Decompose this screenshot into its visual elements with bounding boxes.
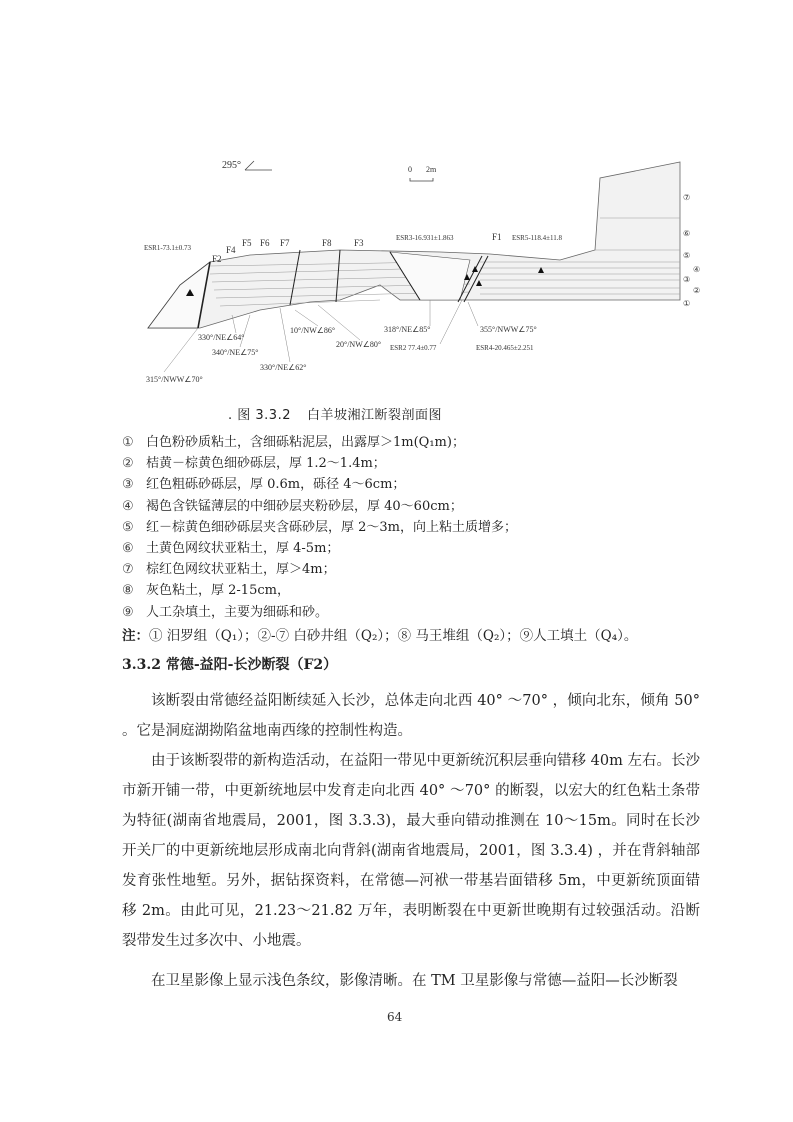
note-label: 注： (122, 628, 149, 644)
fault-label-f4: F4 (226, 245, 236, 255)
layer-marker-1: ① (683, 299, 691, 308)
legend-item (122, 580, 517, 601)
sample-label-esr1: ESR1-73.1±0.73 (144, 244, 192, 252)
legend-marker: ⑦ (122, 562, 134, 578)
layer-marker-2: ② (693, 286, 701, 295)
layer-marker-5: ⑤ (683, 251, 691, 260)
sample-label-esr3: ESR3-16.931±1.863 (396, 234, 454, 242)
page-number: 64 (387, 1010, 403, 1024)
legend-item (122, 538, 517, 559)
figure-title: 白羊坡湘江断裂剖面图 (306, 408, 442, 423)
fault-label-f8: F8 (322, 238, 332, 248)
scale-bar (410, 178, 433, 181)
layer-marker-7: ⑦ (683, 193, 691, 202)
paragraph-3: 在卫星影像上显示浅色条纹，影像清晰。在 TM 卫星影像与常德—益阳—长沙断裂 (151, 973, 678, 989)
fault-label-f5: F5 (242, 238, 252, 248)
layer-marker-4: ④ (693, 265, 701, 274)
legend-text: 红色粗砾砂砾层，厚 0.6m，砾径 4～6cm； (146, 477, 406, 493)
scale-end: 2m (426, 165, 437, 174)
legend-text: 桔黄－棕黄色细砂砾层，厚 1.2～1.4m； (146, 456, 386, 472)
layer-marker-6: ⑥ (683, 229, 691, 238)
attitude-label-5: 330°/NE∠62° (260, 363, 307, 372)
legend-item (122, 453, 517, 474)
legend-item (122, 517, 517, 538)
sample-label-esr4: ESR4-20.465±2.251 (476, 344, 534, 352)
strike-tick (245, 161, 254, 170)
legend-text: 棕红色网纹状亚粘土，厚＞4m； (146, 562, 336, 578)
legend-item (122, 602, 517, 623)
section-heading: 3.3.2 常德-益阳-长沙断裂（F2） (122, 657, 338, 673)
attitude-label-1: 330°/NE∠64° (198, 333, 245, 342)
legend-marker: ② (122, 456, 134, 472)
legend-marker: ④ (122, 498, 134, 514)
sample-label-esr2: ESR2 77.4±0.77 (390, 344, 437, 352)
legend-marker: ⑤ (122, 519, 134, 535)
scale-start: 0 (408, 165, 412, 174)
legend-text: 灰色粘土，厚 2-15cm， (146, 583, 290, 599)
fault-label-f2: F2 (212, 254, 222, 264)
note-text: ① 汨罗组（Q₁）；②-⑦ 白砂井组（Q₂）；⑧ 马王堆组（Q₂）；⑨人工填土（Q₄）。 (149, 628, 638, 644)
paragraph-1: 该断裂由常德经益阳断续延入长沙，总体走向北西 40° ～70° ，倾向北东，倾角 50° 。它是洞庭湖拗陷盆地南西缘的控制性构造。 (122, 693, 700, 739)
layer-marker-3: ③ (683, 275, 691, 284)
legend-text: 白色粉砂质粘土，含细砾粘泥层，出露厚＞1m(Q₁m)； (146, 435, 465, 450)
attitude-label-8: 355°/NWW∠75° (480, 325, 537, 334)
attitude-label-4: 20°/NW∠80° (336, 340, 382, 349)
cross-section-drawing (140, 150, 720, 390)
attitude-label-6: 315°/NWW∠70° (146, 375, 203, 384)
figure-number: . 图 3.3.2 (228, 408, 291, 423)
attitude-label-3: 10°/NW∠86° (290, 326, 336, 335)
paragraph-2: 由于该断裂带的新构造活动，在益阳一带见中更新统沉积层垂向错移 40m 左右。长沙市新开铺一带，中更新统地层中发育走向北西 40° ～70° 的断裂，以宏大的红色粘土条带为特征(湖南省地震局，2001，图 3.3.3)，最大垂向错动推测在 10～15m。同时在长沙开关厂的中更新统地层形成南北向背斜(湖南省地震局，2001，图 3.3.4) ，并在背斜轴部发育张性地堑。另外，据钻探资料，在常德—河袱一带基岩面错移 5m，中更新统顶面错移 2m。由此可见，21.23～21.82 万年，表明断裂在中更新世晚期有过较强活动。沿断裂带发生过多次中、小地震。 (122, 753, 700, 949)
legend-item (122, 559, 517, 580)
fault-label-f6: F6 (260, 238, 270, 248)
legend-text: 红－棕黄色细砂砾层夹含砾砂层，厚 2～3m，向上粘土质增多； (146, 519, 518, 535)
legend-item (122, 496, 517, 517)
fault-label-f1: F1 (492, 232, 502, 242)
attitude-label-7: 318°/NE∠85° (384, 325, 431, 334)
legend-marker: ⑧ (122, 583, 134, 599)
legend-marker: ① (122, 435, 134, 450)
legend-text: 土黄色网纹状亚粘土，厚 4-5m； (146, 541, 340, 557)
figure-caption (228, 404, 442, 423)
legend-marker: ⑥ (122, 541, 134, 557)
legend-item (122, 474, 517, 495)
legend-text: 人工杂填土，主要为细砾和砂。 (146, 604, 329, 620)
attitude-label-2: 340°/NE∠75° (212, 348, 259, 357)
stratigraphy-note (122, 624, 637, 644)
legend-item (122, 432, 517, 453)
fault-label-f3: F3 (354, 238, 364, 248)
strike-label: 295° (222, 160, 241, 171)
fault-label-f7: F7 (280, 238, 290, 248)
legend-list (122, 432, 517, 623)
sample-label-esr5: ESR5-118.4±11.8 (512, 234, 562, 242)
legend-text: 褐色含铁锰薄层的中细砂层夹粉砂层，厚 40～60cm； (146, 498, 463, 514)
legend-marker: ⑨ (122, 604, 134, 620)
legend-marker: ③ (122, 477, 134, 493)
cross-section-figure (140, 150, 720, 390)
